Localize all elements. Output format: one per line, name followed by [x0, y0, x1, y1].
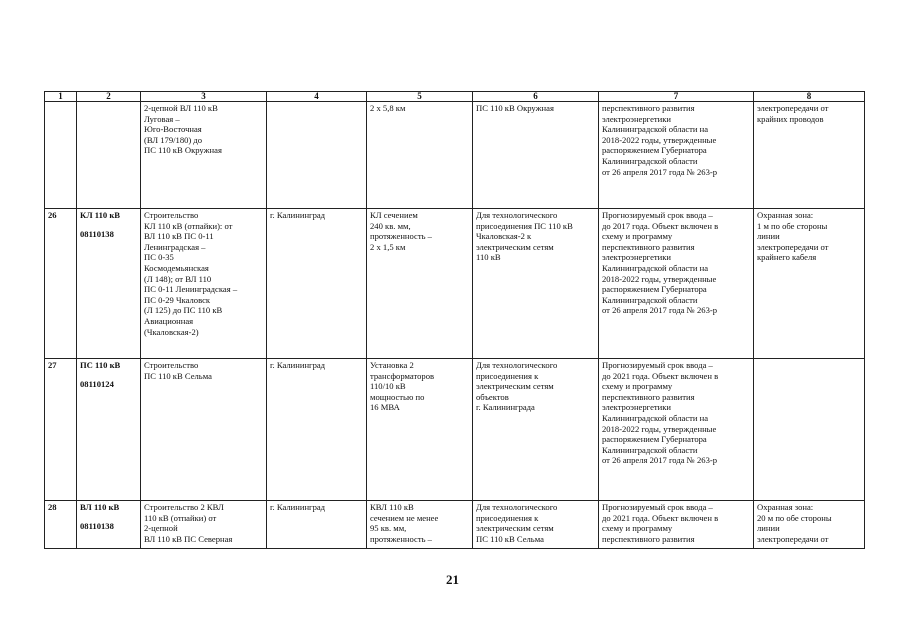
object-code-cell — [77, 209, 141, 359]
object-note: Прогнозируемый срок ввода – до 2017 года. Объект включен в схему и программу перспективного развития электроэнергетики Калининградской области на 2018-2022 годы, утвержденные распоряжением Губернатора Калининградской области от 26 апреля 2017 года № 263-р — [599, 209, 754, 359]
object-specs: 2 х 5,8 км — [367, 102, 473, 209]
object-location — [267, 102, 367, 209]
row-number: 28 — [45, 501, 77, 549]
object-note: Прогнозируемый срок ввода – до 2021 года. Объект включен в схему и программу перспективного развития — [599, 501, 754, 549]
table-row — [45, 209, 865, 359]
header-cell: 2 — [77, 92, 141, 102]
protection-zone: Охранная зона: 20 м по обе стороны линии электропередачи от — [754, 501, 865, 549]
header-row — [45, 92, 865, 102]
object-purpose: Для технологического присоединения к электрическим сетям ПС 110 кВ Сельма — [473, 501, 599, 549]
object-id: 08110124 — [80, 378, 114, 389]
header-cell: 6 — [473, 92, 599, 102]
header-cell: 4 — [267, 92, 367, 102]
object-description: 2-цепной ВЛ 110 кВ Луговая – Юго-Восточная (ВЛ 179/180) до ПС 110 кВ Окружная — [141, 102, 267, 209]
object-specs: КВЛ 110 кВ сечением не менее 95 кв. мм, протяженность – — [367, 501, 473, 549]
row-number — [45, 102, 77, 209]
table-row — [45, 102, 865, 209]
header-cell: 5 — [367, 92, 473, 102]
protection-zone — [754, 359, 865, 501]
object-type: ВЛ 110 кВ — [80, 502, 120, 512]
object-code-cell — [77, 102, 141, 209]
object-specs: КЛ сечением 240 кв. мм, протяженность – 2 х 1,5 км — [367, 209, 473, 359]
object-code-cell — [77, 359, 141, 501]
object-location: г. Калининград — [267, 501, 367, 549]
table-row — [45, 359, 865, 501]
header-cell: 8 — [754, 92, 865, 102]
protection-zone: Охранная зона: 1 м по обе стороны линии электропередачи от крайнего кабеля — [754, 209, 865, 359]
object-table — [44, 91, 865, 549]
row-number: 27 — [45, 359, 77, 501]
object-specs: Установка 2 трансформаторов 110/10 кВ мощностью по 16 МВА — [367, 359, 473, 501]
object-purpose: Для технологического присоединения ПС 110 кВ Чкаловская-2 к электрическим сетям 110 кВ — [473, 209, 599, 359]
header-cell: 1 — [45, 92, 77, 102]
object-code-cell — [77, 501, 141, 549]
object-note: Прогнозируемый срок ввода – до 2021 года. Объект включен в схему и программу перспективного развития электроэнергетики Калининградской области на 2018-2022 годы, утвержденные распоряжением Губернатора Калининградской области от 26 апреля 2017 года № 263-р — [599, 359, 754, 501]
object-type: КЛ 110 кВ — [80, 210, 121, 220]
object-purpose: ПС 110 кВ Окружная — [473, 102, 599, 209]
table-row — [45, 501, 865, 549]
protection-zone: электропередачи от крайних проводов — [754, 102, 865, 209]
row-number: 26 — [45, 209, 77, 359]
page-number: 21 — [446, 572, 459, 587]
header-cell: 7 — [599, 92, 754, 102]
object-description: Строительство ПС 110 кВ Сельма — [141, 359, 267, 501]
object-location: г. Калининград — [267, 209, 367, 359]
object-description: Строительство 2 КВЛ 110 кВ (отпайки) от 2-цепной ВЛ 110 кВ ПС Северная — [141, 501, 267, 549]
object-type: ПС 110 кВ — [80, 360, 121, 370]
object-purpose: Для технологического присоединения к электрическим сетям объектов г. Калининграда — [473, 359, 599, 501]
object-id: 08110138 — [80, 520, 114, 531]
object-note: перспективного развития электроэнергетики Калининградской области на 2018-2022 годы, утвержденные распоряжением Губернатора Калининградской области от 26 апреля 2017 года № 263-р — [599, 102, 754, 209]
header-cell: 3 — [141, 92, 267, 102]
object-description: Строительство КЛ 110 кВ (отпайки): от ВЛ 110 кВ ПС 0-11 Ленинградская – ПС 0-35 Космодемьянская (Л 148); от ВЛ 110 ПС 0-11 Ленинградская – ПС 0-29 Чкаловск (Л 125) до ПС 110 кВ Авиационная (Чкаловская-2) — [141, 209, 267, 359]
object-location: г. Калининград — [267, 359, 367, 501]
object-id: 08110138 — [80, 228, 114, 239]
